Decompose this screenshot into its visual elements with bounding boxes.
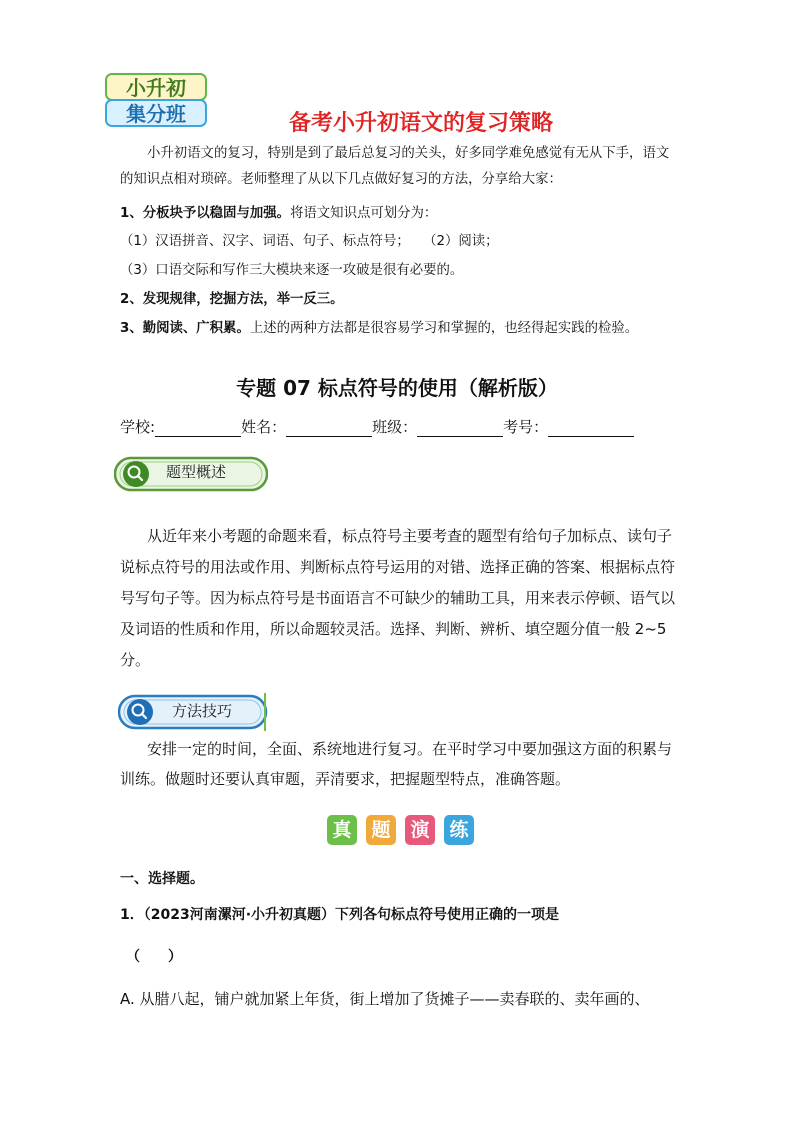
- practice-banner: [327, 815, 483, 845]
- overview-body: 从近年来小考题的命题来看，标点符号主要考查的题型有给句子加标点、读句子说标点符号的用法或作用、判断标点符号运用的对错、选择正确的答案、根据标点符号写句子等。因为标点符号是书面语言不可缺少的辅助工具，用来表示停顿、语气以及词语的性质和作用，所以命题较灵活。选择、判断、辨析、填空题分值一般 2~5 分。: [120, 527, 676, 669]
- section-overview-badge: [114, 456, 268, 492]
- class-blank[interactable]: [417, 418, 503, 437]
- intro-paragraph: 小升初语文的复习，特别是到了最后总复习的关头，好多同学难免感觉有无从下手，语文的知识点相对琐碎。老师整理了从以下几点做好复习的方法，分享给大家：: [120, 146, 670, 187]
- page-title: 备考小升初语文的复习策略: [288, 111, 553, 136]
- logo-line1: 小升初: [126, 76, 186, 100]
- question-1-source: （2023河南漯河·小升初真题）: [143, 907, 336, 923]
- question-1-number: 1．: [120, 907, 144, 923]
- question-1-text: 下列各句标点符号使用正确的一项是: [335, 907, 560, 923]
- banner-tile: 练: [444, 815, 474, 845]
- intro-sub-2: （3）口语交际和写作三大模块来逐一攻破是很有必要的。: [120, 263, 464, 278]
- name-label: 姓名：: [241, 418, 287, 436]
- logo-line2: 集分班: [126, 102, 186, 126]
- section-method-label: 方法技巧: [172, 702, 233, 720]
- topic-title: 专题 07 标点符号的使用（解析版）: [236, 376, 558, 400]
- name-blank[interactable]: [286, 418, 372, 437]
- item3-text: 上述的两种方法都是很容易学习和掌握的，也经得起实践的检验。: [249, 321, 639, 336]
- item3-heading: 3、勤阅读、广积累。: [120, 321, 250, 336]
- banner-tile: 真: [327, 815, 357, 845]
- exam-no-blank[interactable]: [548, 418, 634, 437]
- exam-no-label: 考号：: [503, 418, 549, 436]
- intro-item-1: [120, 201, 680, 227]
- section-method-badge: [118, 693, 268, 731]
- intro-item-3: [120, 316, 680, 342]
- section-overview-label: 题型概述: [166, 463, 227, 481]
- intro-item-2: 2、发现规律，挖掘方法，举一反三。: [120, 292, 344, 307]
- class-label: 班级：: [372, 418, 418, 436]
- answer-blank[interactable]: （ ）: [126, 949, 182, 965]
- item1-heading: 1、分板块予以稳固与加强。: [120, 206, 291, 221]
- banner-tile: 题: [366, 815, 396, 845]
- info-fields: [120, 416, 634, 437]
- item1-text: 将语文知识点可划分为：: [290, 206, 438, 221]
- method-body: 安排一定的时间，全面、系统地进行复习。在平时学习中要加强这方面的积累与训练。做题时还要认真审题，弄清要求，把握题型特点，准确答题。: [120, 740, 673, 788]
- banner-tile: 演: [405, 815, 435, 845]
- question-section-heading: 一、选择题。: [120, 871, 204, 887]
- option-a: A. 从腊八起，铺户就加紧上年货，街上增加了货摊子——卖春联的、卖年画的、: [120, 990, 650, 1008]
- school-label: 学校:: [120, 418, 156, 436]
- intro-sub-1: （1）汉语拼音、汉字、词语、句子、标点符号； （2）阅读；: [120, 234, 499, 249]
- school-blank[interactable]: [155, 418, 241, 437]
- question-1: [120, 904, 559, 924]
